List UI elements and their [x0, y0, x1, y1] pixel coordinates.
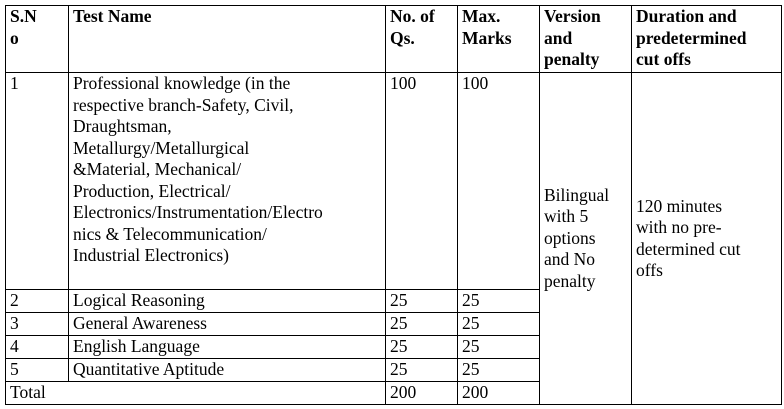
header-row	[6, 6, 782, 73]
test-name-line: respective branch-Safety, Civil,	[73, 94, 294, 115]
cell-test-name: Quantitative Aptitude	[69, 359, 386, 382]
cell-total-label: Total	[6, 382, 386, 405]
cell-no-of-qs: 25	[386, 336, 458, 359]
cell-max-marks: 25	[458, 359, 540, 382]
duration-line: with no pre-	[636, 217, 722, 237]
header-duration-cutoffs	[632, 6, 782, 73]
cell-sno: 3	[6, 313, 69, 336]
header-duration-line: predetermined	[636, 27, 747, 48]
test-name-line: Production, Electrical/	[73, 180, 231, 201]
header-test-name: Test Name	[69, 6, 386, 73]
header-version-line: penalty	[544, 49, 600, 69]
test-name-line: Professional knowledge (in the	[73, 73, 291, 93]
header-max-marks	[458, 6, 540, 73]
cell-max-marks: 25	[458, 290, 540, 313]
header-no-of-qs	[386, 6, 458, 73]
exam-pattern-table	[5, 5, 782, 405]
cell-no-of-qs: 25	[386, 313, 458, 336]
test-name-line: Industrial Electronics)	[73, 245, 229, 265]
cell-sno: 5	[6, 359, 69, 382]
test-name-line: Electronics/Instrumentation/Electro	[73, 202, 323, 222]
cell-no-of-qs: 25	[386, 290, 458, 313]
header-sno	[6, 6, 69, 73]
cell-duration-cutoffs	[632, 73, 782, 405]
cell-version-penalty	[540, 73, 632, 405]
duration-line: offs	[636, 260, 663, 280]
cell-max-marks: 25	[458, 336, 540, 359]
table-row	[6, 73, 782, 290]
cell-sno: 1	[6, 73, 69, 290]
header-version-line: Version	[544, 6, 601, 26]
header-sno-line: o	[10, 27, 19, 48]
cell-total-marks: 200	[458, 382, 540, 405]
test-name-line: Draughtsman,	[73, 116, 172, 136]
header-sno-line: S.N	[10, 6, 37, 26]
cell-no-of-qs: 25	[386, 359, 458, 382]
cell-sno: 2	[6, 290, 69, 313]
version-line: penalty	[544, 270, 596, 291]
header-version-penalty	[540, 6, 632, 73]
test-name-line: &Material, Mechanical/	[73, 159, 242, 179]
header-marks-line: Marks	[462, 27, 512, 48]
header-duration-line: Duration and	[636, 6, 737, 26]
cell-test-name: Logical Reasoning	[69, 290, 386, 313]
cell-test-name: General Awareness	[69, 313, 386, 336]
test-name-line: nics & Telecommunication/	[73, 223, 267, 244]
version-line: options	[544, 227, 596, 248]
header-qs-line: Qs.	[390, 27, 415, 48]
cell-max-marks: 100	[458, 73, 540, 290]
version-line: and No	[544, 249, 596, 270]
cell-no-of-qs: 100	[386, 73, 458, 290]
header-marks-line: Max.	[462, 6, 501, 26]
cell-test-name: English Language	[69, 336, 386, 359]
cell-total-qs: 200	[386, 382, 458, 405]
cell-sno: 4	[6, 336, 69, 359]
cell-max-marks: 25	[458, 313, 540, 336]
header-duration-line: cut offs	[636, 49, 691, 69]
test-name-line: Metallurgy/Metallurgical	[73, 137, 250, 158]
duration-line: 120 minutes	[636, 195, 723, 216]
cell-test-name	[69, 73, 386, 290]
header-qs-line: No. of	[390, 6, 435, 26]
duration-line: determined cut	[636, 238, 741, 259]
header-version-line: and	[544, 27, 573, 48]
version-line: Bilingual	[544, 184, 610, 205]
version-line: with 5	[544, 206, 589, 227]
